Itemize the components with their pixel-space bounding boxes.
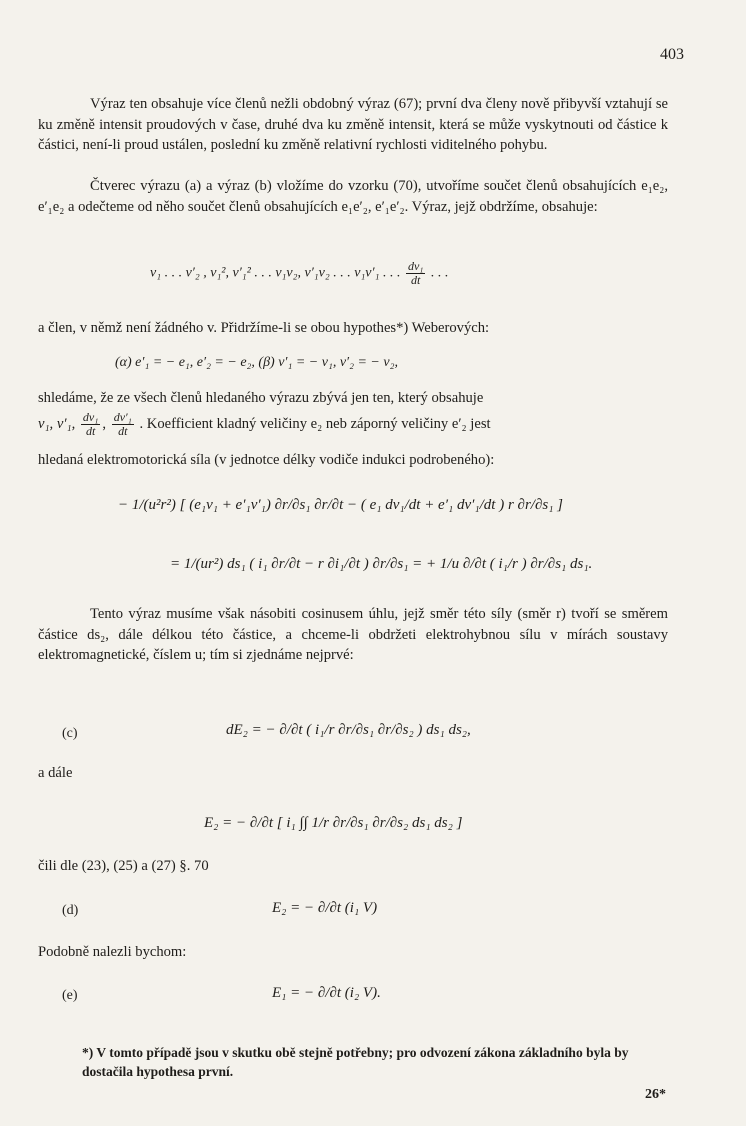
para4b-frac-1-num: dv₁ [82, 410, 99, 424]
para4b-vars: v₁, v′₁, [38, 415, 76, 432]
paragraph-4b: v₁, v′₁, $\frac{\text{dv₁}}{dt}$ , $\frac{\text{dv′₁}}{dt}$ . Koefficient kladný veličiny e₂ neb záporný veličiny e′₂ jest [38, 410, 491, 438]
para4b-frac-2 [112, 411, 134, 438]
paragraph-4a: shledáme, že ze všech členů hledaného výrazu zbývá jen ten, který obsahuje [38, 390, 484, 406]
page-number: 403 [660, 46, 684, 63]
equation-2: = 1/(ur²) ds₁ ( i₁ ∂r/∂t − r ∂i₁/∂t ) ∂r/∂s₁ = + 1/u ∂/∂t ( i₁/r ) ∂r/∂s₁ ds₁. [170, 556, 593, 572]
equation-1: − 1/(u²r²) [ (e₁v₁ + e′₁v′₁) ∂r/∂s₁ ∂r/∂t − ( e₁ dv₁/dt + e′₁ dv′₁/dt ) r ∂r/∂s₁ ] [118, 497, 564, 513]
para4b-frac-1-den: dt [85, 424, 96, 438]
eq-d-label: (d) [62, 903, 79, 918]
equation-c: dE₂ = − ∂/∂t ( i₁/r ∂r/∂s₁ ∂r/∂s₂ ) ds₁ ds₂, [226, 722, 471, 738]
terms-tail: . . . [430, 265, 449, 281]
equation-E2-integral: E₂ = − ∂/∂t [ i₁ ∫∫ 1/r ∂r/∂s₁ ∂r/∂s₂ ds₁ ds₂ ] [204, 815, 463, 831]
podobne-text: Podobně nalezli bychom: [38, 944, 187, 960]
para4b-text: . Koefficient kladný veličiny e₂ neb záporný veličiny e′₂ jest [139, 415, 491, 432]
paragraph-5: Tento výraz musíme však násobiti cosinusem úhlu, jejž směr této síly (směr r) tvoří se směrem částice ds₂, dále délkou této částice, a chceme-li obdržeti elektrohybnou sílu v mírách soustavy elektromagnetické, číslem u; tím si zjednáme nejprvé: [38, 606, 668, 663]
para4b-frac-1 [81, 411, 101, 438]
a-dale-text: a dále [38, 765, 73, 781]
paragraph-4c: hledaná elektromotorická síla (v jednotce délky vodiče indukci podrobeného): [38, 452, 495, 468]
equation-d: E₂ = − ∂/∂t (i₁ V) [272, 900, 378, 916]
terms-expression [150, 260, 448, 287]
footnote: *) V tomto případě jsou v skutku obě stejně potřebny; pro odvození zákona základního byla by dostačila hypothesa první. [82, 1045, 629, 1079]
terms-fraction-num: dv₁ [407, 259, 424, 273]
terms-fraction-den: dt [411, 273, 421, 287]
paragraph-3: a člen, v němž není žádného v. Přidržíme-li se obou hypothes*) Weberových: [38, 320, 490, 336]
hypotheses-line: (α) e′₁ = − e₁, e′₂ = − e₂, (β) v′₁ = − v₁, v′₂ = − v₂, [115, 355, 398, 370]
para4b-frac-2-num: dv′₁ [113, 410, 132, 424]
eq-c-label: (c) [62, 726, 78, 741]
para4b-frac-2-den: dt [118, 424, 128, 438]
terms-line: v₁ . . . v′₂ , v₁², v′₁² . . . v₁v₂, v′₁v₂ . . . v₁v′₁ . . . [150, 265, 401, 281]
eq-e-label: (e) [62, 988, 78, 1003]
printer-signature: 26* [645, 1087, 666, 1102]
paragraph-1: Výraz ten obsahuje více členů nežli obdobný výraz (67); první dva členy nově přibyvší vztahují se ku změně intensit proudových v čase, druhé dva ku změně intensit, která se může vyskytnouti od částice k částici, není-li proud ustálen, poslední ku změně relativní rychlosti viditelného pohybu. [38, 96, 668, 153]
terms-fraction [406, 260, 426, 287]
paragraph-2: Čtverec výrazu (a) a výraz (b) vložíme do vzorku (70), utvoříme součet členů obsahujících e₁e₂, e′₁e₂ a odečteme od něho součet členů obsahujících e₁e′₂, e′₁e′₂. Výraz, jejž obdržíme, obsahuje: [38, 178, 668, 215]
cili-text: čili dle (23), (25) a (27) §. 70 [38, 858, 209, 874]
equation-e: E₁ = − ∂/∂t (i₂ V). [272, 985, 381, 1001]
